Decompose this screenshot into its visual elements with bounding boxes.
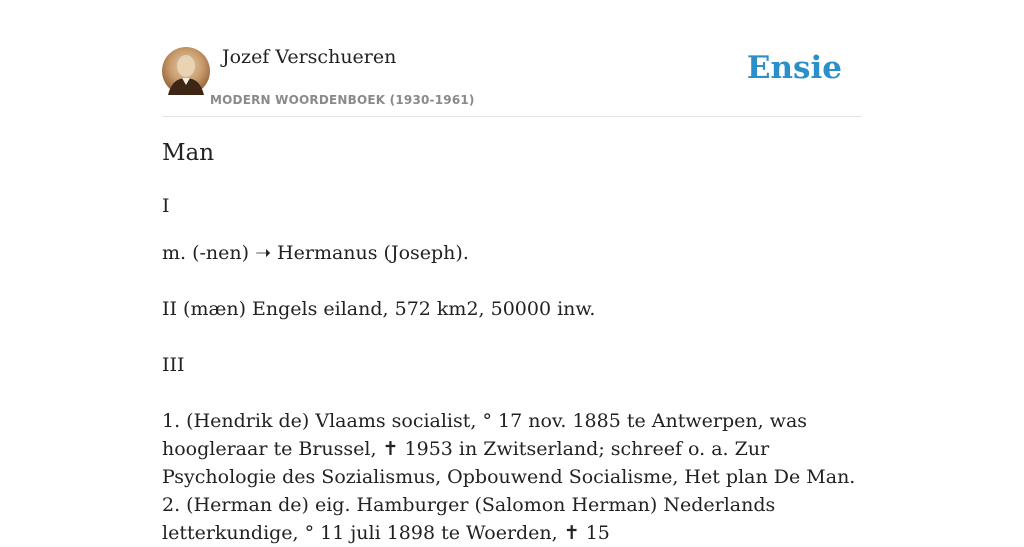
author-portrait-icon [162,47,210,95]
page-container [162,0,862,544]
section-roman-3: III [162,354,185,376]
author-name[interactable]: Jozef Verschueren [222,46,397,68]
ensie-logo[interactable]: Ensie [746,50,842,86]
entry-header [162,0,862,117]
definition-paragraph-2: II (mæn) Engels eiland, 572 km2, 50000 inw. [162,298,596,320]
section-roman-1: I [162,195,170,217]
definition-paragraph-1: m. (-nen) ➝ Hermanus (Joseph). [162,242,469,264]
author-avatar[interactable] [162,47,210,95]
definition-paragraph-3: 1. (Hendrik de) Vlaams socialist, ° 17 nov. 1885 te Antwerpen, was hoogleraar te Brussel, ✝ 1953 in Zwitserland; schreef o. a. Zur Psychologie des Sozialismus, Opbouwend Socialisme, Het plan De Man. 2. (Herman de) eig. Hamburger (Salomon Herman) Nederlands letterkundige, ° 11 juli 1898 te Woerden, ✝ 15 [162,410,856,544]
source-label[interactable]: MODERN WOORDENBOEK (1930-1961) [210,93,475,107]
entry-title: Man [162,140,215,166]
